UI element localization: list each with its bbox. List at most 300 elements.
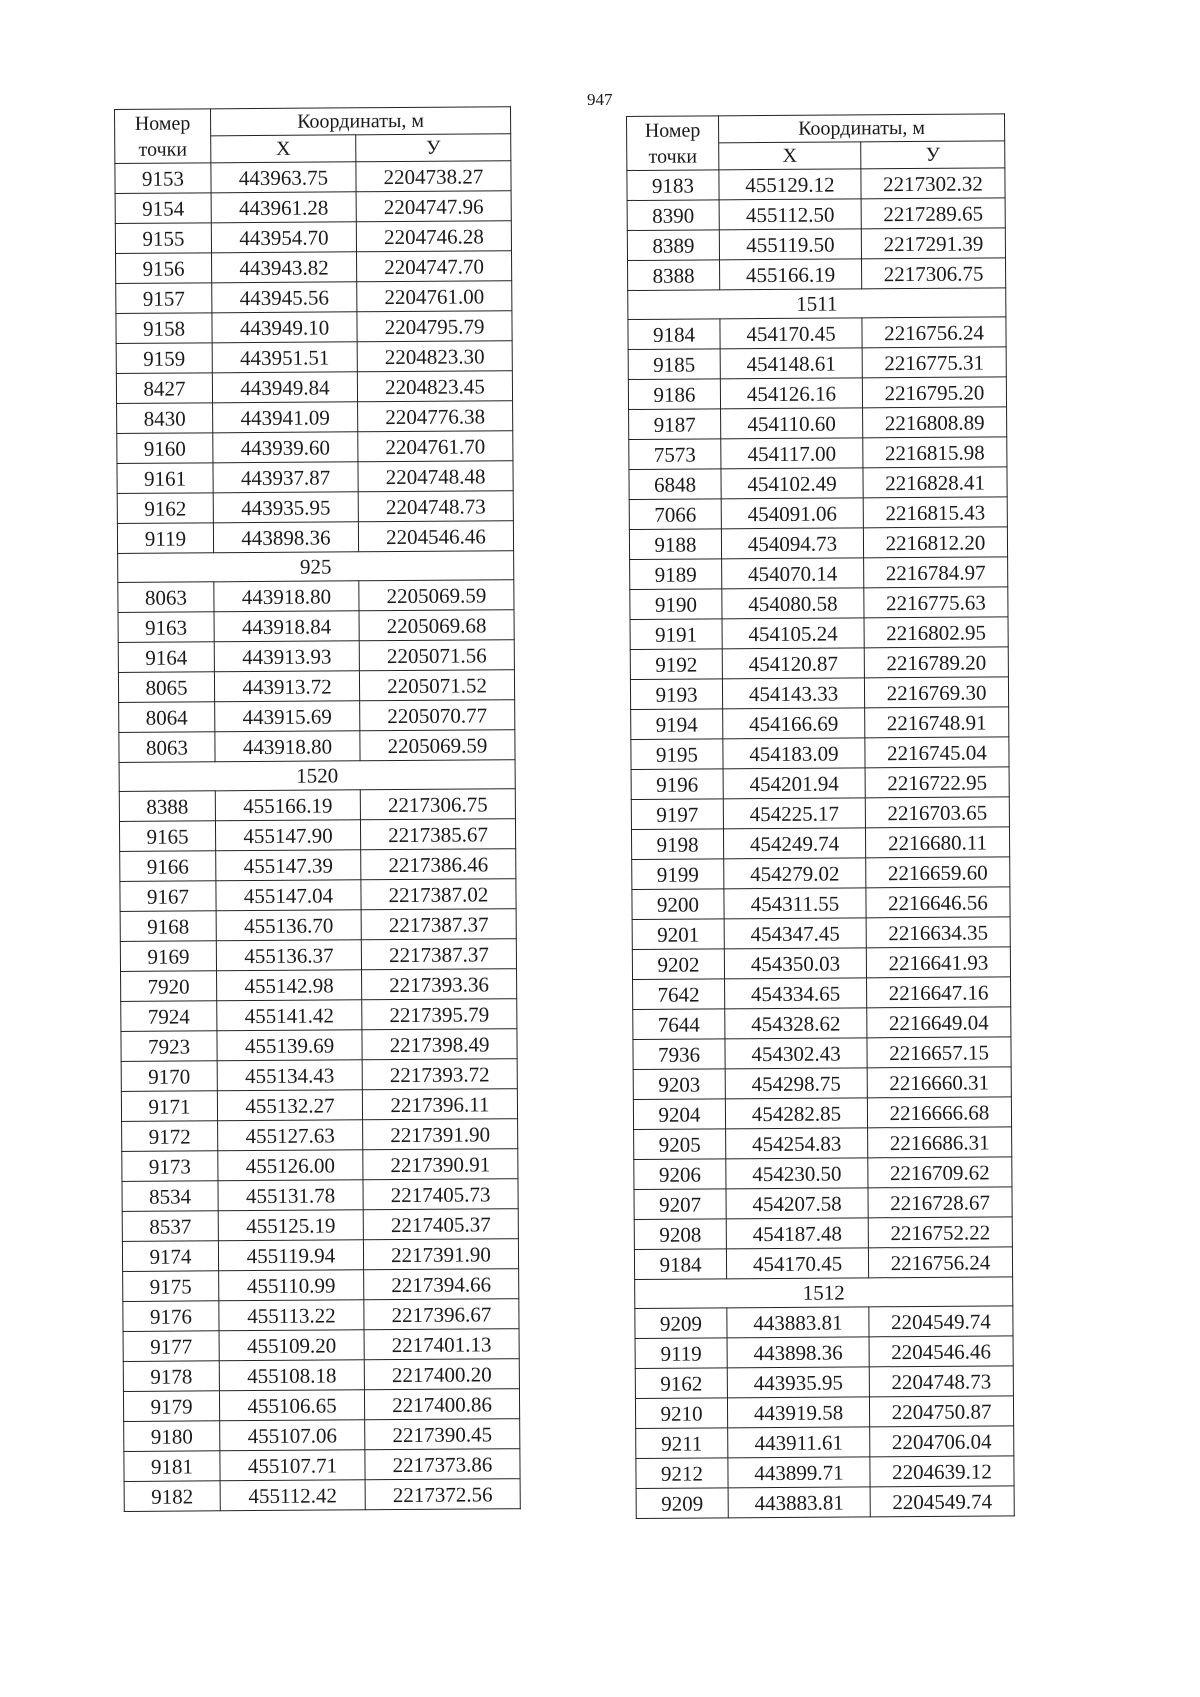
y-coordinate-cell: 2204748.48: [358, 461, 513, 492]
table-row: [118, 610, 514, 643]
y-coordinate-cell: 2216784.97: [864, 557, 1008, 588]
x-coordinate-cell: 443963.75: [211, 162, 356, 193]
y-coordinate-cell: 2204823.45: [357, 371, 512, 402]
coordinates-header: Координаты, м: [211, 107, 511, 136]
table-row: [629, 527, 1007, 560]
point-number-cell: 9196: [631, 769, 723, 800]
y-coordinate-cell: 2216649.04: [867, 1007, 1011, 1038]
table-row: [118, 640, 514, 673]
point-number-cell: 9173: [122, 1151, 218, 1182]
point-number-cell: 9182: [124, 1481, 220, 1512]
x-coordinate-cell: 455119.94: [218, 1240, 363, 1271]
table-row: [123, 1329, 519, 1362]
x-coordinate-cell: 455112.42: [220, 1480, 365, 1511]
point-number-cell: 9190: [630, 589, 722, 620]
table-row: [634, 1157, 1012, 1190]
table-row: [123, 1389, 519, 1422]
point-number-cell: 9154: [115, 193, 211, 224]
x-coordinate-cell: 455125.19: [218, 1210, 363, 1241]
x-coordinate-cell: 454254.83: [726, 1128, 868, 1159]
table-row: [628, 258, 1006, 291]
y-coordinate-cell: 2217387.02: [361, 879, 516, 910]
point-number-cell: 9162: [635, 1368, 727, 1399]
point-number-cell: 9166: [120, 851, 216, 882]
y-header: У: [356, 134, 511, 162]
y-coordinate-cell: 2204549.74: [869, 1306, 1013, 1337]
x-coordinate-cell: 443939.60: [213, 432, 358, 463]
x-coordinate-cell: 455110.99: [219, 1270, 364, 1301]
y-coordinate-cell: 2204747.96: [356, 191, 511, 222]
y-coordinate-cell: 2217390.45: [365, 1419, 520, 1450]
x-coordinate-cell: 455129.12: [719, 169, 861, 200]
x-header: X: [211, 135, 356, 163]
y-coordinate-cell: 2216657.15: [867, 1037, 1011, 1068]
x-coordinate-cell: 454166.69: [723, 708, 865, 739]
y-coordinate-cell: 2217302.32: [861, 168, 1005, 199]
y-coordinate-cell: 2217387.37: [361, 939, 516, 970]
table-row: [631, 707, 1009, 740]
y-coordinate-cell: 2217289.65: [861, 198, 1005, 229]
x-coordinate-cell: 455127.63: [218, 1120, 363, 1151]
y-coordinate-cell: 2217401.13: [364, 1329, 519, 1360]
point-number-cell: 9119: [635, 1338, 727, 1369]
table-row: [116, 371, 512, 404]
point-number-cell: 8534: [122, 1181, 218, 1212]
point-number-cell: 9156: [116, 253, 212, 284]
section-label: 925: [118, 551, 514, 583]
y-coordinate-cell: 2217400.86: [364, 1389, 519, 1420]
x-coordinate-cell: 454298.75: [725, 1068, 867, 1099]
table-row: [633, 977, 1011, 1010]
y-coordinate-cell: 2216815.43: [863, 497, 1007, 528]
table-row: [629, 467, 1007, 500]
table-row: [121, 1059, 517, 1092]
y-coordinate-cell: 2204761.70: [358, 431, 513, 462]
table-row: [115, 221, 511, 254]
x-coordinate-cell: 443883.81: [727, 1307, 869, 1338]
table-row: [632, 887, 1010, 920]
y-coordinate-cell: 2217396.11: [362, 1089, 517, 1120]
y-coordinate-cell: 2217393.72: [362, 1059, 517, 1090]
x-coordinate-cell: 455142.98: [217, 970, 362, 1001]
y-coordinate-cell: 2204795.79: [357, 311, 512, 342]
section-label: 1511: [628, 288, 1006, 320]
point-number-cell: 9205: [634, 1129, 726, 1160]
point-number-cell: 9161: [117, 463, 213, 494]
x-coordinate-cell: 455136.37: [216, 940, 361, 971]
section-row: [118, 551, 514, 583]
point-number-cell: 9193: [630, 679, 722, 710]
x-coordinate-cell: 455132.27: [217, 1090, 362, 1121]
point-number-cell: 9168: [120, 911, 216, 942]
y-coordinate-cell: 2205069.59: [359, 580, 514, 611]
table-row: [632, 947, 1010, 980]
point-number-cell: 9180: [124, 1421, 220, 1452]
x-coordinate-cell: 455134.43: [217, 1060, 362, 1091]
point-number-cell: 9184: [628, 319, 720, 350]
point-number-cell: 7936: [633, 1039, 725, 1070]
y-coordinate-cell: 2217306.75: [360, 789, 515, 820]
x-coordinate-cell: 443898.36: [727, 1337, 869, 1368]
x-coordinate-cell: 455141.42: [217, 1000, 362, 1031]
x-coordinate-cell: 443935.95: [727, 1367, 869, 1398]
y-coordinate-cell: 2217291.39: [861, 228, 1005, 259]
point-number-cell: 8063: [119, 732, 215, 763]
point-number-cell: 8430: [117, 403, 213, 434]
table-row: [120, 849, 516, 882]
table-row: [627, 198, 1005, 231]
table-row: [122, 1149, 518, 1182]
point-number-cell: 9167: [120, 881, 216, 912]
section-row: [635, 1277, 1013, 1309]
point-number-cell: 7924: [121, 1001, 217, 1032]
x-coordinate-cell: 454120.87: [722, 648, 864, 679]
point-number-cell: 8389: [627, 230, 719, 261]
table-row: [634, 1217, 1012, 1250]
y-coordinate-cell: 2216641.93: [866, 947, 1010, 978]
x-coordinate-cell: 443945.56: [212, 282, 357, 313]
table-row: [117, 431, 513, 464]
table-row: [629, 407, 1007, 440]
x-coordinate-cell: 455108.18: [219, 1360, 364, 1391]
table-row: [635, 1366, 1013, 1399]
y-coordinate-cell: 2216789.20: [864, 647, 1008, 678]
y-coordinate-cell: 2216756.24: [868, 1247, 1012, 1278]
x-coordinate-cell: 454311.55: [724, 888, 866, 919]
y-coordinate-cell: 2216828.41: [863, 467, 1007, 498]
table-row: [634, 1187, 1012, 1220]
x-coordinate-cell: 454328.62: [725, 1008, 867, 1039]
table-row: [630, 557, 1008, 590]
point-number-cell: 9192: [630, 649, 722, 680]
point-number-cell: 9211: [636, 1428, 728, 1459]
x-coordinate-cell: 455119.50: [719, 229, 861, 260]
y-coordinate-cell: 2204706.04: [870, 1426, 1014, 1457]
x-coordinate-cell: 443949.10: [212, 312, 357, 343]
x-coordinate-cell: 455126.00: [218, 1150, 363, 1181]
table-row: [120, 909, 516, 942]
point-number-cell: 7644: [633, 1009, 725, 1040]
point-number-cell: 9201: [632, 919, 724, 950]
x-coordinate-cell: 454110.60: [721, 408, 863, 439]
point-number-cell: 9162: [117, 493, 213, 524]
x-coordinate-cell: 455147.90: [215, 820, 360, 851]
x-coordinate-cell: 454170.45: [726, 1248, 868, 1279]
point-number-cell: 8063: [118, 582, 214, 613]
table-row: [633, 1007, 1011, 1040]
y-coordinate-cell: 2217398.49: [362, 1029, 517, 1060]
y-coordinate-cell: 2217405.37: [363, 1209, 518, 1240]
point-number-cell: 7573: [629, 439, 721, 470]
point-number-cell: 9174: [122, 1241, 218, 1272]
table-row: [630, 587, 1008, 620]
x-coordinate-cell: 443915.69: [215, 701, 360, 732]
table-row: [116, 281, 512, 314]
y-coordinate-cell: 2205070.77: [360, 700, 515, 731]
x-coordinate-cell: 454187.48: [726, 1218, 868, 1249]
x-coordinate-cell: 455107.71: [220, 1450, 365, 1481]
coordinates-header: Координаты, м: [719, 114, 1005, 143]
table-row: [630, 677, 1008, 710]
point-number-cell: 9164: [118, 642, 214, 673]
y-coordinate-cell: 2204748.73: [358, 491, 513, 522]
table-row: [124, 1449, 520, 1482]
x-coordinate-cell: 454080.58: [722, 588, 864, 619]
y-coordinate-cell: 2216795.20: [862, 377, 1006, 408]
point-number-cell: 8064: [119, 702, 215, 733]
point-number-cell: 7923: [121, 1031, 217, 1062]
section-row: [628, 288, 1006, 320]
table-row: [124, 1479, 520, 1512]
point-number-cell: 9197: [631, 799, 723, 830]
x-coordinate-cell: 443918.84: [214, 611, 359, 642]
point-number-cell: 8537: [122, 1211, 218, 1242]
table-row: [635, 1336, 1013, 1369]
x-coordinate-cell: 443961.28: [211, 192, 356, 223]
point-number-cell: 9163: [118, 612, 214, 643]
table-row: [632, 857, 1010, 890]
point-number-cell: 9178: [123, 1361, 219, 1392]
table-row: [633, 1097, 1011, 1130]
table-header: [627, 114, 1005, 171]
table-row: [117, 521, 513, 554]
y-coordinate-cell: 2216680.11: [865, 827, 1009, 858]
table-row: [630, 647, 1008, 680]
table-row: [117, 401, 513, 434]
point-number-cell: 9179: [123, 1391, 219, 1422]
point-number-cell: 9181: [124, 1451, 220, 1482]
point-number-cell: 9198: [631, 829, 723, 860]
table-row: [121, 1029, 517, 1062]
point-number-cell: 8390: [627, 200, 719, 231]
table-row: [123, 1359, 519, 1392]
point-number-cell: 9186: [628, 379, 720, 410]
table-row: [630, 617, 1008, 650]
x-coordinate-cell: 454201.94: [723, 768, 865, 799]
point-number-cell: 9208: [634, 1219, 726, 1250]
table-row: [636, 1486, 1014, 1519]
table-row: [116, 311, 512, 344]
x-coordinate-cell: 454091.06: [721, 498, 863, 529]
section-row: [119, 760, 515, 792]
table-row: [122, 1239, 518, 1272]
table-body: [115, 161, 520, 1512]
x-coordinate-cell: 455166.19: [720, 259, 862, 290]
point-number-header: Номер точки: [627, 116, 719, 171]
table-row: [120, 879, 516, 912]
table-row: [631, 767, 1009, 800]
point-number-cell: 9212: [636, 1458, 728, 1489]
x-coordinate-cell: 455139.69: [217, 1030, 362, 1061]
x-coordinate-cell: 454143.33: [722, 678, 864, 709]
x-coordinate-cell: 443943.82: [212, 252, 357, 283]
point-number-cell: 9209: [635, 1308, 727, 1339]
table-row: [122, 1179, 518, 1212]
point-number-cell: 9194: [631, 709, 723, 740]
x-coordinate-cell: 455131.78: [218, 1180, 363, 1211]
point-number-cell: 9187: [629, 409, 721, 440]
y-coordinate-cell: 2217400.20: [364, 1359, 519, 1390]
x-coordinate-cell: 443935.95: [213, 492, 358, 523]
x-coordinate-cell: 443899.71: [728, 1457, 870, 1488]
x-coordinate-cell: 454117.00: [721, 438, 863, 469]
y-coordinate-cell: 2205071.52: [359, 670, 514, 701]
y-coordinate-cell: 2216815.98: [863, 437, 1007, 468]
y-coordinate-cell: 2216646.56: [866, 887, 1010, 918]
y-coordinate-cell: 2205069.59: [360, 730, 515, 761]
y-coordinate-cell: 2204823.30: [357, 341, 512, 372]
x-coordinate-cell: 454302.43: [725, 1038, 867, 1069]
x-coordinate-cell: 443949.84: [212, 372, 357, 403]
point-number-cell: 9206: [634, 1159, 726, 1190]
point-number-cell: 9159: [116, 343, 212, 374]
table-row: [632, 917, 1010, 950]
y-coordinate-cell: 2217385.67: [360, 819, 515, 850]
x-coordinate-cell: 443937.87: [213, 462, 358, 493]
y-coordinate-cell: 2217391.90: [363, 1239, 518, 1270]
point-number-cell: 9175: [123, 1271, 219, 1302]
page-number: 947: [587, 90, 613, 109]
x-coordinate-cell: 443954.70: [211, 222, 356, 253]
point-number-cell: 6848: [629, 469, 721, 500]
x-coordinate-cell: 454126.16: [720, 378, 862, 409]
x-coordinate-cell: 454105.24: [722, 618, 864, 649]
table-row: [119, 789, 515, 822]
table-row: [634, 1247, 1012, 1280]
y-coordinate-cell: 2217396.67: [364, 1299, 519, 1330]
x-coordinate-cell: 443941.09: [213, 402, 358, 433]
x-coordinate-cell: 454350.03: [724, 948, 866, 979]
table-header: [115, 107, 511, 164]
table-body: [627, 168, 1014, 1519]
y-coordinate-cell: 2216756.24: [862, 317, 1006, 348]
x-coordinate-cell: 454183.09: [723, 738, 865, 769]
table-row: [115, 161, 511, 194]
point-number-cell: 9204: [633, 1099, 725, 1130]
coordinates-table-left: [114, 106, 521, 1512]
y-coordinate-cell: 2216666.68: [867, 1097, 1011, 1128]
y-header: У: [861, 141, 1005, 169]
point-number-cell: 8388: [119, 791, 215, 822]
x-coordinate-cell: 443919.58: [727, 1397, 869, 1428]
y-coordinate-cell: 2204776.38: [358, 401, 513, 432]
y-coordinate-cell: 2216802.95: [864, 617, 1008, 648]
x-coordinate-cell: 455136.70: [216, 910, 361, 941]
table-row: [122, 1119, 518, 1152]
point-number-cell: 9188: [629, 529, 721, 560]
point-number-cell: 9202: [632, 949, 724, 980]
y-coordinate-cell: 2204748.73: [869, 1366, 1013, 1397]
y-coordinate-cell: 2216722.95: [865, 767, 1009, 798]
y-coordinate-cell: 2204761.00: [357, 281, 512, 312]
y-coordinate-cell: 2204639.12: [870, 1456, 1014, 1487]
y-coordinate-cell: 2216748.91: [865, 707, 1009, 738]
x-coordinate-cell: 454102.49: [721, 468, 863, 499]
y-coordinate-cell: 2217391.90: [363, 1119, 518, 1150]
point-number-cell: 9155: [115, 223, 211, 254]
y-coordinate-cell: 2216709.62: [868, 1157, 1012, 1188]
point-number-cell: 9185: [628, 349, 720, 380]
x-coordinate-cell: 455147.04: [216, 880, 361, 911]
point-number-cell: 9203: [633, 1069, 725, 1100]
y-coordinate-cell: 2205069.68: [359, 610, 514, 641]
y-coordinate-cell: 2204549.74: [870, 1486, 1014, 1517]
x-coordinate-cell: 454249.74: [723, 828, 865, 859]
point-number-cell: 9191: [630, 619, 722, 650]
point-number-cell: 9158: [116, 313, 212, 344]
y-coordinate-cell: 2216812.20: [863, 527, 1007, 558]
y-coordinate-cell: 2217372.56: [365, 1479, 520, 1510]
y-coordinate-cell: 2217390.91: [363, 1149, 518, 1180]
table-row: [118, 580, 514, 613]
table-row: [633, 1037, 1011, 1070]
point-number-cell: 9160: [117, 433, 213, 464]
x-coordinate-cell: 454334.65: [725, 978, 867, 1009]
point-number-cell: 9157: [116, 283, 212, 314]
point-number-cell: 9207: [634, 1189, 726, 1220]
point-number-cell: 9209: [636, 1488, 728, 1519]
x-coordinate-cell: 455107.06: [220, 1420, 365, 1451]
point-number-cell: 9176: [123, 1301, 219, 1332]
table-row: [631, 827, 1009, 860]
table-row: [116, 341, 512, 374]
table-row: [121, 1089, 517, 1122]
point-number-cell: 8388: [628, 260, 720, 291]
y-coordinate-cell: 2216728.67: [868, 1187, 1012, 1218]
x-coordinate-cell: 443913.72: [214, 671, 359, 702]
table-row: [122, 1209, 518, 1242]
table-row: [629, 497, 1007, 530]
y-coordinate-cell: 2204746.28: [356, 221, 511, 252]
table-row: [119, 730, 515, 763]
x-coordinate-cell: 443883.81: [728, 1487, 870, 1518]
table-row: [118, 670, 514, 703]
x-coordinate-cell: 454148.61: [720, 348, 862, 379]
y-coordinate-cell: 2216686.31: [868, 1127, 1012, 1158]
coordinates-table-right: [626, 113, 1015, 1519]
x-coordinate-cell: 454070.14: [722, 558, 864, 589]
table-row: [116, 251, 512, 284]
x-coordinate-cell: 443951.51: [212, 342, 357, 373]
point-number-cell: 9153: [115, 163, 211, 194]
x-coordinate-cell: 454347.45: [724, 918, 866, 949]
table-row: [628, 377, 1006, 410]
y-coordinate-cell: 2217387.37: [361, 909, 516, 940]
table-row: [123, 1299, 519, 1332]
x-coordinate-cell: 455113.22: [219, 1300, 364, 1331]
point-number-cell: 7920: [121, 971, 217, 1002]
y-coordinate-cell: 2216745.04: [865, 737, 1009, 768]
y-coordinate-cell: 2216659.60: [866, 857, 1010, 888]
table-row: [119, 819, 515, 852]
y-coordinate-cell: 2216775.63: [864, 587, 1008, 618]
table-row: [627, 168, 1005, 201]
x-header: X: [719, 142, 861, 170]
x-coordinate-cell: 454207.58: [726, 1188, 868, 1219]
table-row: [121, 999, 517, 1032]
table-row: [635, 1396, 1013, 1429]
table-row: [636, 1426, 1014, 1459]
point-number-cell: 9184: [634, 1249, 726, 1280]
table-row: [123, 1269, 519, 1302]
y-coordinate-cell: 2217395.79: [362, 999, 517, 1030]
x-coordinate-cell: 454282.85: [725, 1098, 867, 1129]
point-number-cell: 7642: [633, 979, 725, 1010]
table-row: [121, 969, 517, 1002]
table-row: [117, 461, 513, 494]
table-row: [119, 700, 515, 733]
point-number-cell: 7066: [629, 499, 721, 530]
